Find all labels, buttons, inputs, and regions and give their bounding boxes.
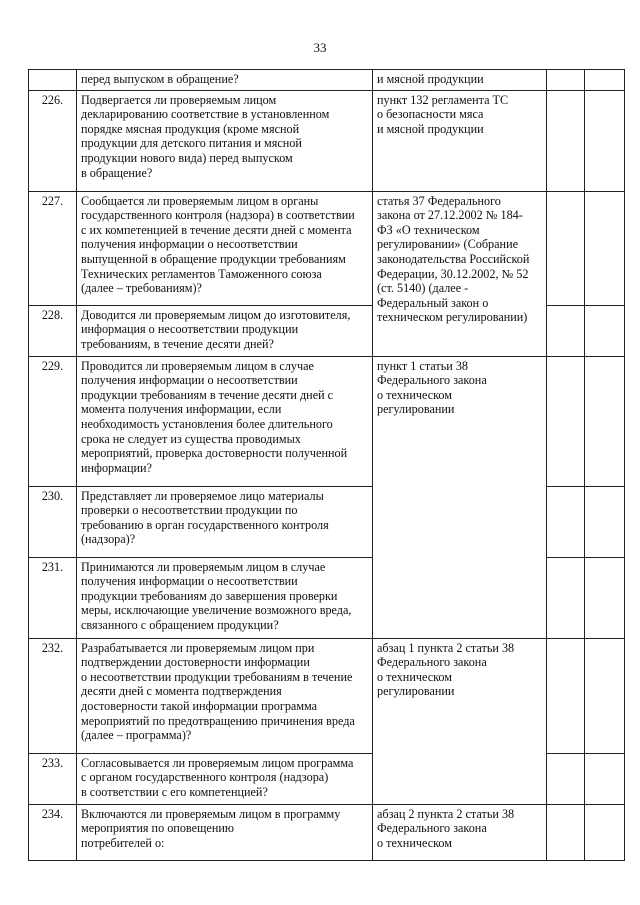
answer-cell: [547, 90, 585, 191]
question-text: Подвергается ли проверяемым лицом декларированию соответствие в установленном порядке мясная продукция (кроме мясной продукции для детского питания и мясной продукции нового вида) перед выпуском в обращение?: [77, 90, 373, 191]
answer-cell: [585, 638, 625, 753]
answer-cell: [585, 356, 625, 486]
legal-reference: абзац 2 пункта 2 статьи 38 Федерального закона о техническом: [373, 804, 547, 860]
question-text: Сообщается ли проверяемым лицом в органы государственного контроля (надзора) в соответствии с их компетенцией в течение десяти дней с момента получения информации о несоответствии выпущенной в обращение продукции требованиям Технических регламентов Таможенного союза (далее – требованиям)?: [77, 191, 373, 305]
answer-cell: [585, 804, 625, 860]
answer-cell: [547, 70, 585, 91]
table-row: [29, 191, 625, 305]
question-text: Представляет ли проверяемое лицо материалы проверки о несоответствии продукции по требованию в орган государственного контроля (надзора)?: [77, 486, 373, 557]
answer-cell: [585, 305, 625, 356]
answer-cell: [547, 486, 585, 557]
answer-cell: [547, 191, 585, 305]
table-row: [29, 804, 625, 860]
row-number: 226.: [29, 90, 77, 191]
answer-cell: [547, 804, 585, 860]
answer-cell: [585, 486, 625, 557]
table-row: [29, 90, 625, 191]
row-number: [29, 70, 77, 91]
legal-reference: пункт 132 регламента ТС о безопасности мяса и мясной продукции: [373, 90, 547, 191]
question-text: Проводится ли проверяемым лицом в случае получения информации о несоответствии продукции требованиям в течение десяти дней с момента получения информации, если необходимость установления более длительного срока не следует из существа проводимых мероприятий, проверка достоверности полученной информации?: [77, 356, 373, 486]
question-text: Принимаются ли проверяемым лицом в случае получения информации о несоответствии продукции требованиям до завершения проверки меры, исключающие увеличение возможного вреда, связанного с обращением продукции?: [77, 557, 373, 638]
checklist-table: [28, 69, 625, 861]
question-text: перед выпуском в обращение?: [77, 70, 373, 91]
table-row: [29, 356, 625, 486]
question-text: Включаются ли проверяемым лицом в программу мероприятия по оповещению потребителей о:: [77, 804, 373, 860]
question-text: Согласовывается ли проверяемым лицом программа с органом государственного контроля (надзора) в соответствии с его компетенцией?: [77, 753, 373, 804]
answer-cell: [547, 356, 585, 486]
table-row: [29, 638, 625, 753]
legal-reference: абзац 1 пункта 2 статьи 38 Федерального закона о техническом регулировании: [373, 638, 547, 804]
question-text: Доводится ли проверяемым лицом до изготовителя, информация о несоответствии продукции требованиям, в течение десяти дней?: [77, 305, 373, 356]
legal-reference: статья 37 Федерального закона от 27.12.2002 № 184- ФЗ «О техническом регулировании» (Собрание законодательства Российской Федерации, 30.12.2002, № 52 (ст. 5140) (далее - Федеральный закон о техническом регулировании): [373, 191, 547, 356]
answer-cell: [585, 557, 625, 638]
answer-cell: [547, 305, 585, 356]
legal-reference: пункт 1 статьи 38 Федерального закона о техническом регулировании: [373, 356, 547, 638]
answer-cell: [585, 90, 625, 191]
legal-reference: и мясной продукции: [373, 70, 547, 91]
row-number: 228.: [29, 305, 77, 356]
table-row: [29, 70, 625, 91]
question-text: Разрабатывается ли проверяемым лицом при подтверждении достоверности информации о несоответствии продукции требованиям в течение десяти дней с момента подтверждения достоверности такой информации программа мероприятий по предотвращению причинения вреда (далее – программа)?: [77, 638, 373, 753]
answer-cell: [585, 70, 625, 91]
answer-cell: [585, 191, 625, 305]
row-number: 232.: [29, 638, 77, 753]
answer-cell: [547, 557, 585, 638]
row-number: 234.: [29, 804, 77, 860]
answer-cell: [547, 638, 585, 753]
row-number: 231.: [29, 557, 77, 638]
answer-cell: [547, 753, 585, 804]
row-number: 233.: [29, 753, 77, 804]
row-number: 229.: [29, 356, 77, 486]
answer-cell: [585, 753, 625, 804]
row-number: 227.: [29, 191, 77, 305]
page-number: 33: [313, 40, 327, 55]
row-number: 230.: [29, 486, 77, 557]
